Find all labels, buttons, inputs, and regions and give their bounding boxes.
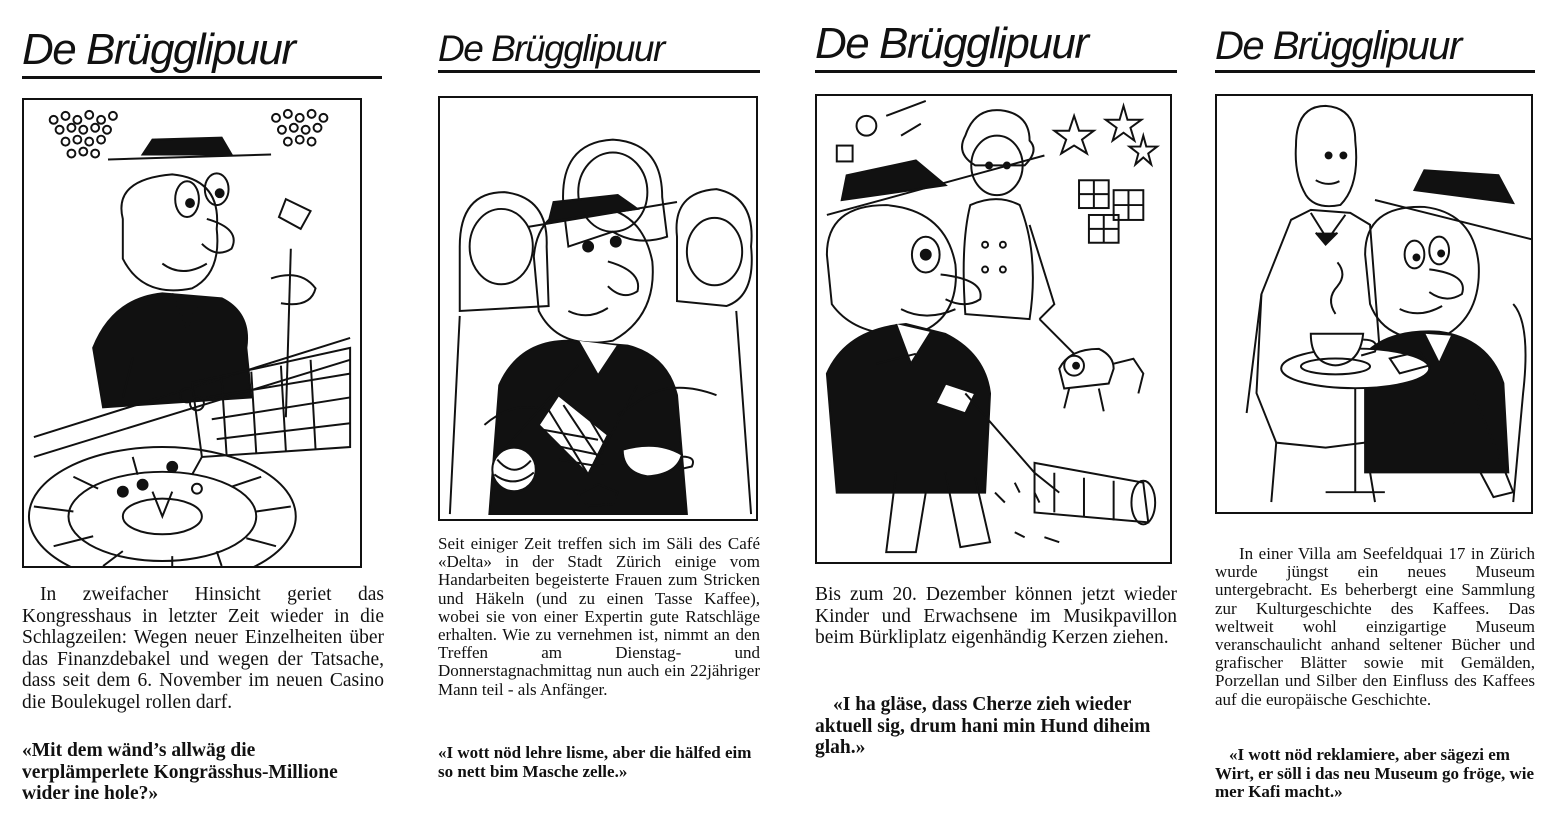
article-text: Bis zum 20. Dezember können jetzt wieder Kinder und Erwachsene im Musikpavillon beim Bürkliplatz eigenhändig Kerzen ziehen.	[815, 584, 1177, 649]
cartoon-panel	[22, 98, 362, 568]
column-4	[1215, 0, 1535, 825]
title-rule	[1215, 70, 1535, 73]
cartoon-panel	[1215, 94, 1533, 514]
title-rule	[22, 76, 382, 79]
column-3	[815, 0, 1177, 825]
column-title: De Brügglipuur	[815, 19, 1088, 68]
candles-cartoon-illustration	[817, 96, 1170, 562]
article-text: In zweifacher Hinsicht geriet das Kongresshaus in letzter Zeit wieder in die Schlagzeilen: Wegen neuer Einzelheiten über das Finanzdebakel und wegen der Tatsache, dass seit dem 6. November im neuen Casino die Boulekugel rollen darf.	[22, 584, 384, 713]
column-2	[438, 0, 760, 825]
cartoon-panel	[815, 94, 1172, 564]
coffee-cartoon-illustration	[1217, 96, 1531, 512]
title-rule	[815, 70, 1177, 73]
quote-text: «I wott nöd lehre lisme, aber die hälfed eim so nett bim Masche zelle.»	[438, 743, 752, 781]
quote-text: «Mit dem wänd’s allwäg die verplämperlete Kongrässhus-Millione wider ine hole?»	[22, 740, 338, 804]
article-text: Seit einiger Zeit treffen sich im Säli des Café «Delta» in der Stadt Zürich einige vom Handarbeiten begeisterte Frauen zum Stricken und Häkeln (und zu einen Tasse Kaffee), wobei sie von einer Expertin gute Ratschläge erhalten. Wie zu vernehmen ist, nimmt an den Treffen am Dienstag- und Donnerstagnachmittag nun auch ein 22jähriger Mann teil - als Anfänger.	[438, 534, 760, 699]
column-title: De Brügglipuur	[22, 25, 295, 74]
title-rule	[438, 70, 760, 73]
cartoon-panel	[438, 96, 758, 521]
quote-text: «I ha gläse, dass Cherze zieh wieder aktuell sig, drum hani min Hund diheim glah.»	[815, 694, 1151, 758]
column-title: De Brügglipuur	[1215, 24, 1461, 68]
article-text: In einer Villa am Seefeldquai 17 in Zürich wurde jüngst ein neues Museum untergebracht. Es beherbergt eine Sammlung zur Kulturgeschichte des Kaffees. Das weltweit wohl einzigartige Museum veranschaulicht anhand seltener Bücher und grafischer Blätter sowie mit Gemälden, Porzellan und Silber den Einfluss des Kaffees auf die europäische Geschichte.	[1215, 544, 1535, 709]
knitting-cartoon-illustration	[440, 98, 756, 519]
quote-text: «I wott nöd reklamiere, aber sägezi em Wirt, er söll i das neu Museum go fröge, wie mer Kafi macht.»	[1215, 745, 1535, 801]
casino-cartoon-illustration	[24, 100, 360, 566]
column-1	[22, 0, 384, 825]
column-title: De Brügglipuur	[438, 28, 664, 69]
